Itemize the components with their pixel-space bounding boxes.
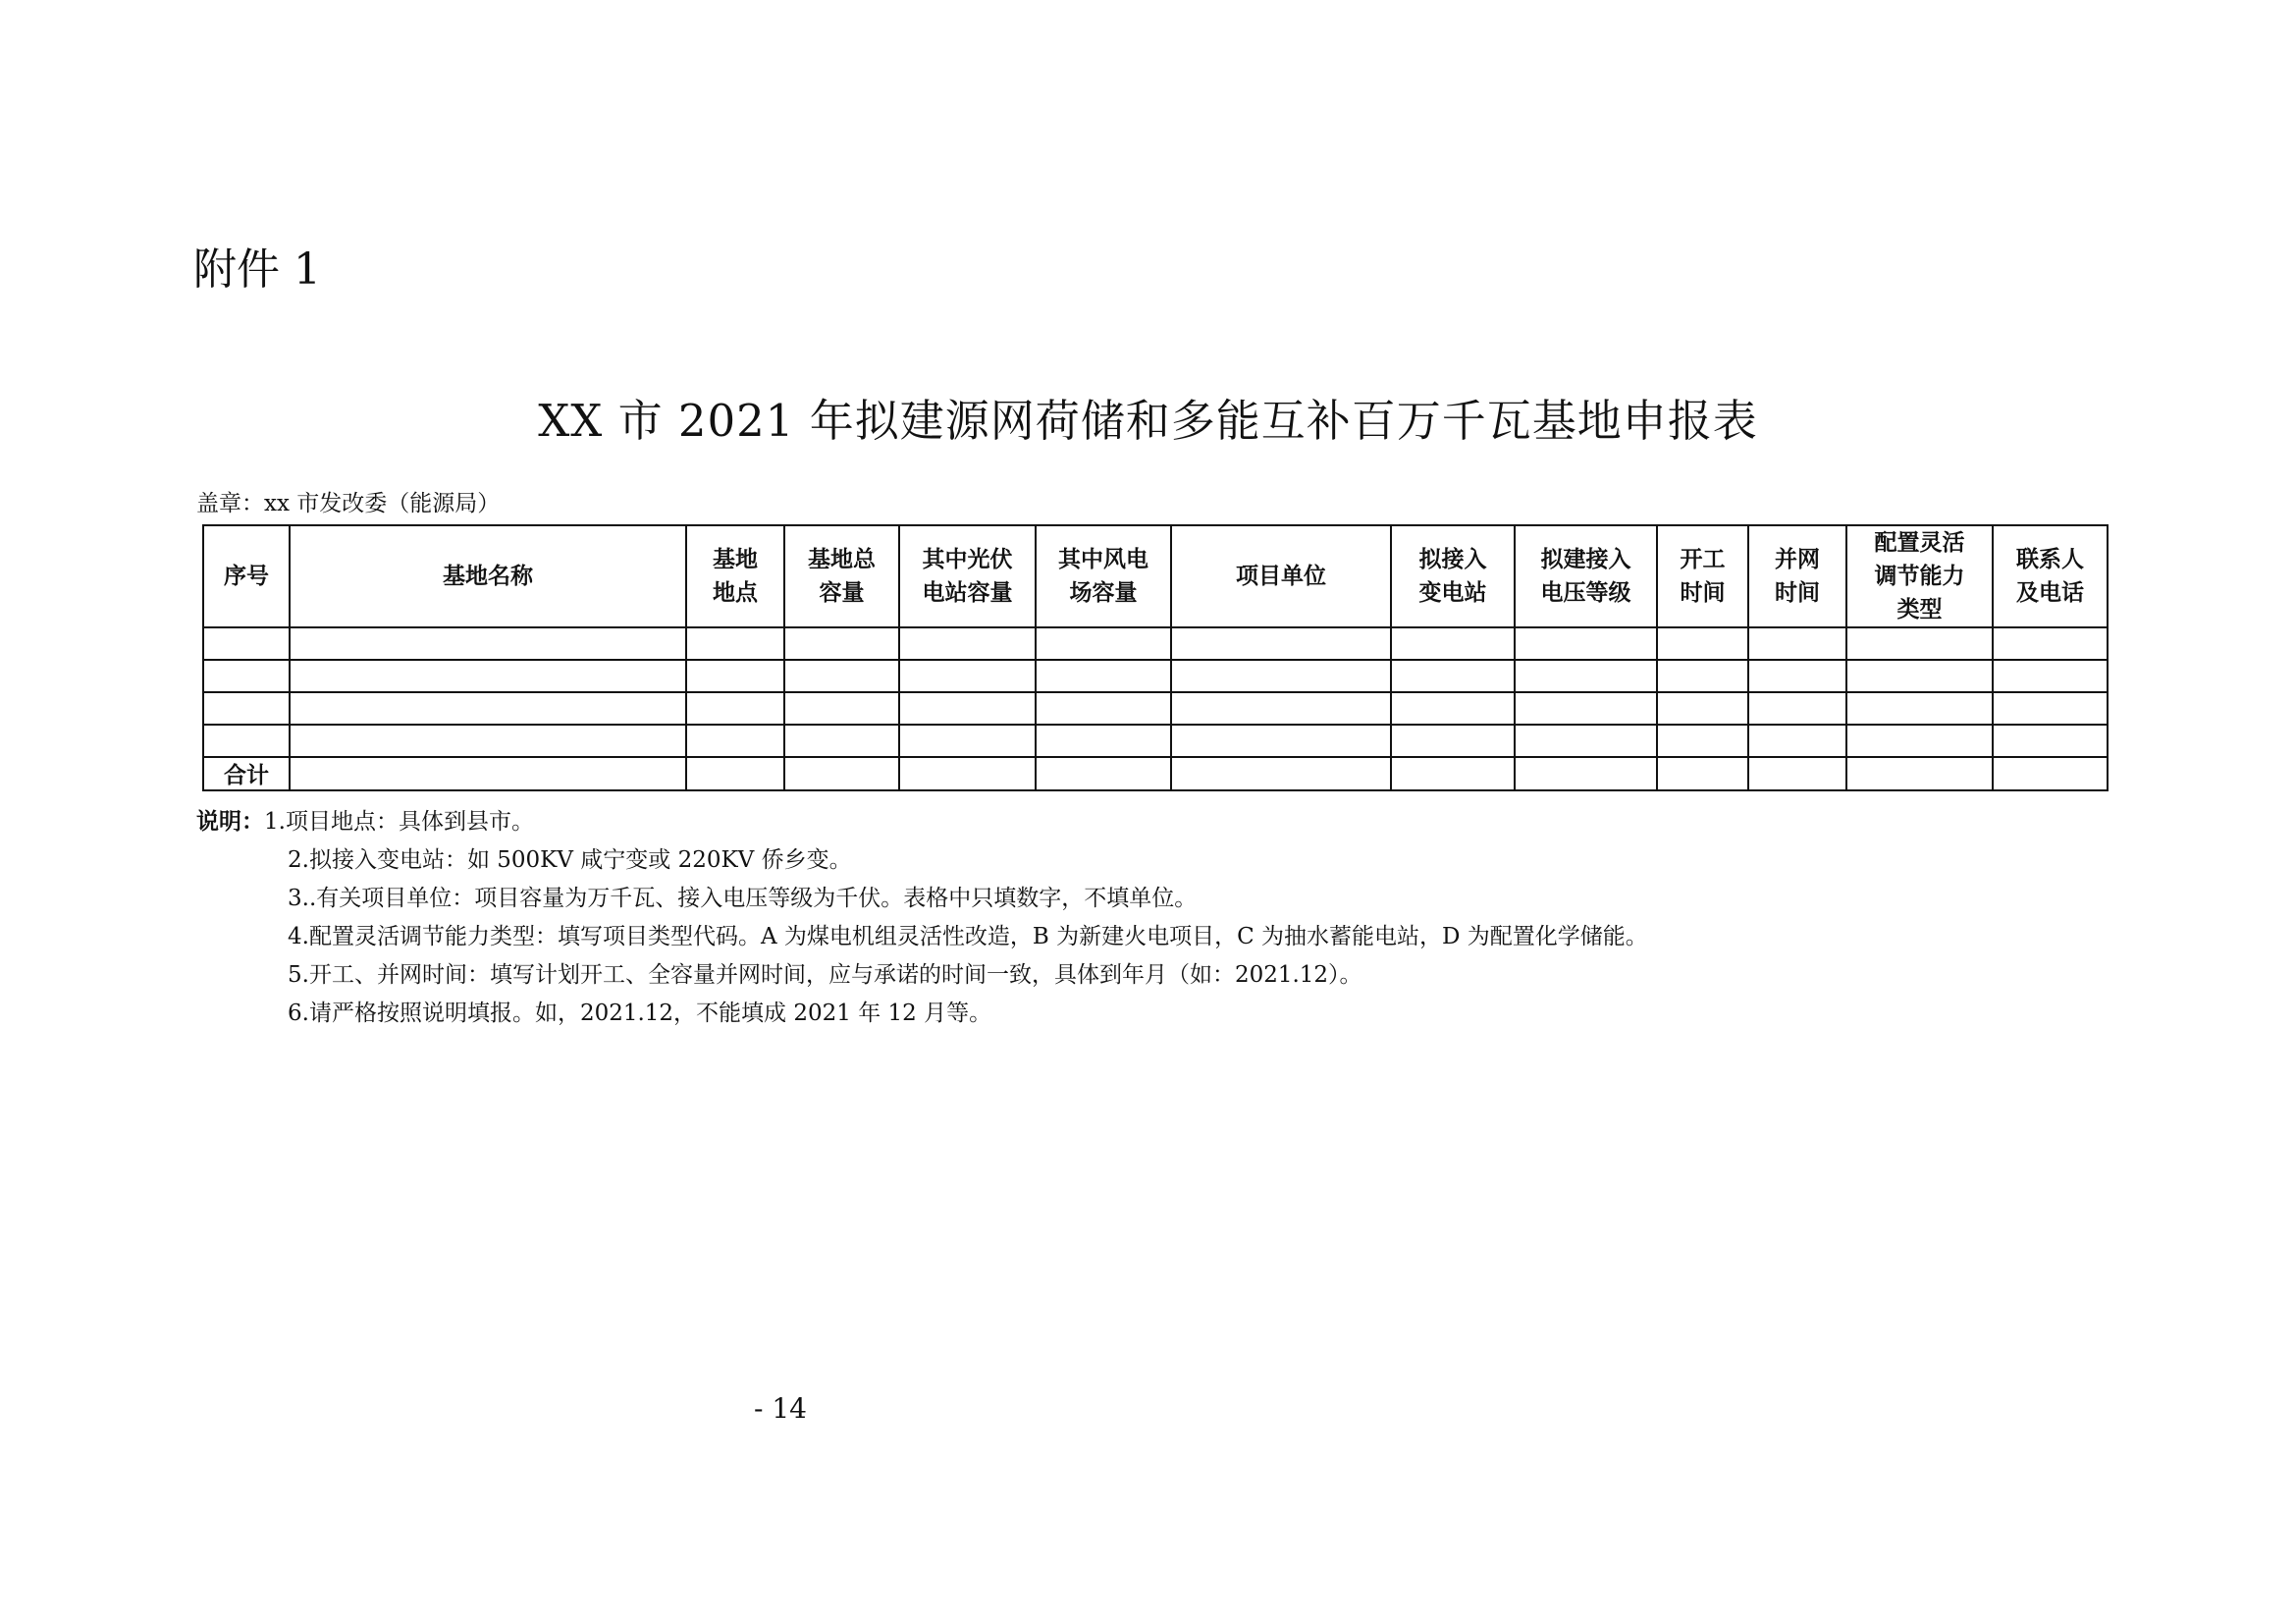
header-text: 序号 [224, 564, 269, 589]
col-header-voltage-level [1515, 525, 1657, 627]
table-row [203, 725, 2108, 757]
table-cell[interactable] [1391, 627, 1515, 660]
table-cell[interactable] [1846, 757, 1993, 790]
header-text: 其中光伏 电站容量 [922, 547, 1013, 606]
col-header-base-name [290, 525, 686, 627]
table-cell[interactable] [1993, 725, 2108, 757]
table-cell[interactable] [899, 757, 1036, 790]
instructions [196, 803, 1648, 1033]
form-title: XX 市 2021 年拟建源网荷储和多能互补百万千瓦基地申报表 [538, 395, 1758, 447]
instructions-label: 说明： [196, 809, 264, 835]
table-cell[interactable] [784, 757, 899, 790]
table-cell[interactable] [1748, 627, 1846, 660]
header-text: 联系人 及电话 [2016, 547, 2084, 606]
table-cell[interactable] [1391, 660, 1515, 692]
header-text: 其中风电 场容量 [1058, 547, 1148, 606]
instruction-item: 6.请严格按照说明填报。如，2021.12，不能填成 2021 年 12 月等。 [288, 1001, 992, 1026]
table-cell[interactable] [686, 660, 784, 692]
table-cell[interactable] [290, 757, 686, 790]
table-cell[interactable] [1171, 757, 1391, 790]
table-cell[interactable] [1993, 692, 2108, 725]
col-header-base-location [686, 525, 784, 627]
application-table [202, 524, 2109, 791]
table-cell[interactable] [1657, 692, 1748, 725]
table-cell[interactable] [1657, 627, 1748, 660]
table-cell[interactable] [1391, 757, 1515, 790]
table-cell[interactable] [1515, 660, 1657, 692]
col-header-pv-capacity [899, 525, 1036, 627]
table-cell[interactable] [686, 627, 784, 660]
table-cell[interactable] [784, 725, 899, 757]
table-cell[interactable] [1391, 692, 1515, 725]
table-cell[interactable] [290, 660, 686, 692]
table-cell[interactable] [1748, 725, 1846, 757]
table-cell[interactable] [1171, 725, 1391, 757]
table-cell[interactable] [1657, 725, 1748, 757]
total-row [203, 757, 2108, 790]
instruction-item: 4.配置灵活调节能力类型：填写项目类型代码。A 为煤电机组灵活性改造，B 为新建火电项目，C 为抽水蓄能电站，D 为配置化学储能。 [288, 924, 1648, 949]
table-cell[interactable] [1993, 627, 2108, 660]
header-text: 拟接入 变电站 [1418, 547, 1487, 606]
table-row [203, 692, 2108, 725]
table-cell[interactable] [1391, 725, 1515, 757]
instruction-item [196, 803, 1648, 841]
col-header-contact [1993, 525, 2108, 627]
table-cell[interactable] [203, 692, 290, 725]
header-text: 开工 时间 [1680, 547, 1726, 606]
col-header-project-unit [1171, 525, 1391, 627]
table-cell[interactable] [1748, 692, 1846, 725]
page-number: - 14 [754, 1392, 807, 1425]
table-cell[interactable] [686, 725, 784, 757]
col-header-total-capacity [784, 525, 899, 627]
table-cell[interactable] [203, 627, 290, 660]
table-cell[interactable] [1515, 757, 1657, 790]
table-cell[interactable] [290, 725, 686, 757]
table-cell[interactable] [899, 725, 1036, 757]
table-cell[interactable] [686, 692, 784, 725]
instruction-item: 2.拟接入变电站：如 500KV 咸宁变或 220KV 侨乡变。 [288, 847, 852, 873]
table-cell[interactable] [203, 660, 290, 692]
table-row [203, 627, 2108, 660]
col-header-start-time [1657, 525, 1748, 627]
table-cell[interactable] [1993, 660, 2108, 692]
header-text: 基地名称 [443, 564, 533, 589]
table-cell[interactable] [1171, 627, 1391, 660]
table-cell[interactable] [203, 725, 290, 757]
table-cell[interactable] [784, 627, 899, 660]
seal-line: 盖章：xx 市发改委（能源局） [196, 491, 501, 516]
table-cell[interactable] [1171, 692, 1391, 725]
col-header-substation [1391, 525, 1515, 627]
col-header-index [203, 525, 290, 627]
instruction-item: 3..有关项目单位：项目容量为万千瓦、接入电压等级为千伏。表格中只填数字，不填单位。 [288, 886, 1198, 911]
table-cell[interactable] [686, 757, 784, 790]
table-cell[interactable] [1036, 660, 1171, 692]
table-cell[interactable] [899, 627, 1036, 660]
col-header-wind-capacity [1036, 525, 1171, 627]
instruction-text: 1.项目地点：具体到县市。 [264, 809, 534, 835]
table-cell[interactable] [899, 692, 1036, 725]
header-text: 配置灵活 调节能力 类型 [1874, 530, 1965, 623]
table-cell[interactable] [784, 692, 899, 725]
table-cell[interactable] [1036, 627, 1171, 660]
total-label: 合计 [203, 757, 290, 790]
table-cell[interactable] [1515, 627, 1657, 660]
table-cell[interactable] [1657, 660, 1748, 692]
header-text: 项目单位 [1236, 564, 1326, 589]
table-cell[interactable] [290, 692, 686, 725]
table-cell[interactable] [1171, 660, 1391, 692]
header-text: 拟建接入 电压等级 [1540, 547, 1631, 606]
table-cell[interactable] [899, 660, 1036, 692]
table-cell[interactable] [1748, 757, 1846, 790]
table-cell[interactable] [1515, 725, 1657, 757]
col-header-grid-time [1748, 525, 1846, 627]
table-cell[interactable] [1846, 725, 1993, 757]
table-row [203, 660, 2108, 692]
table-cell[interactable] [1846, 627, 1993, 660]
table-cell[interactable] [1657, 757, 1748, 790]
table-cell[interactable] [1846, 660, 1993, 692]
header-text: 基地 地点 [713, 547, 758, 606]
header-text: 基地总 容量 [808, 547, 876, 606]
header-text: 并网 时间 [1775, 547, 1820, 606]
table-cell[interactable] [1036, 725, 1171, 757]
table-cell[interactable] [784, 660, 899, 692]
table-cell[interactable] [1846, 692, 1993, 725]
col-header-regulation-type [1846, 525, 1993, 627]
table-cell[interactable] [1993, 757, 2108, 790]
table-cell[interactable] [1515, 692, 1657, 725]
table-cell[interactable] [1748, 660, 1846, 692]
attachment-label: 附件 1 [193, 244, 321, 295]
instruction-item: 5.开工、并网时间：填写计划开工、全容量并网时间，应与承诺的时间一致，具体到年月（如：2021.12）。 [288, 962, 1362, 988]
table-cell[interactable] [1036, 692, 1171, 725]
table-cell[interactable] [1036, 757, 1171, 790]
table-header-row [203, 525, 2108, 627]
table-cell[interactable] [290, 627, 686, 660]
